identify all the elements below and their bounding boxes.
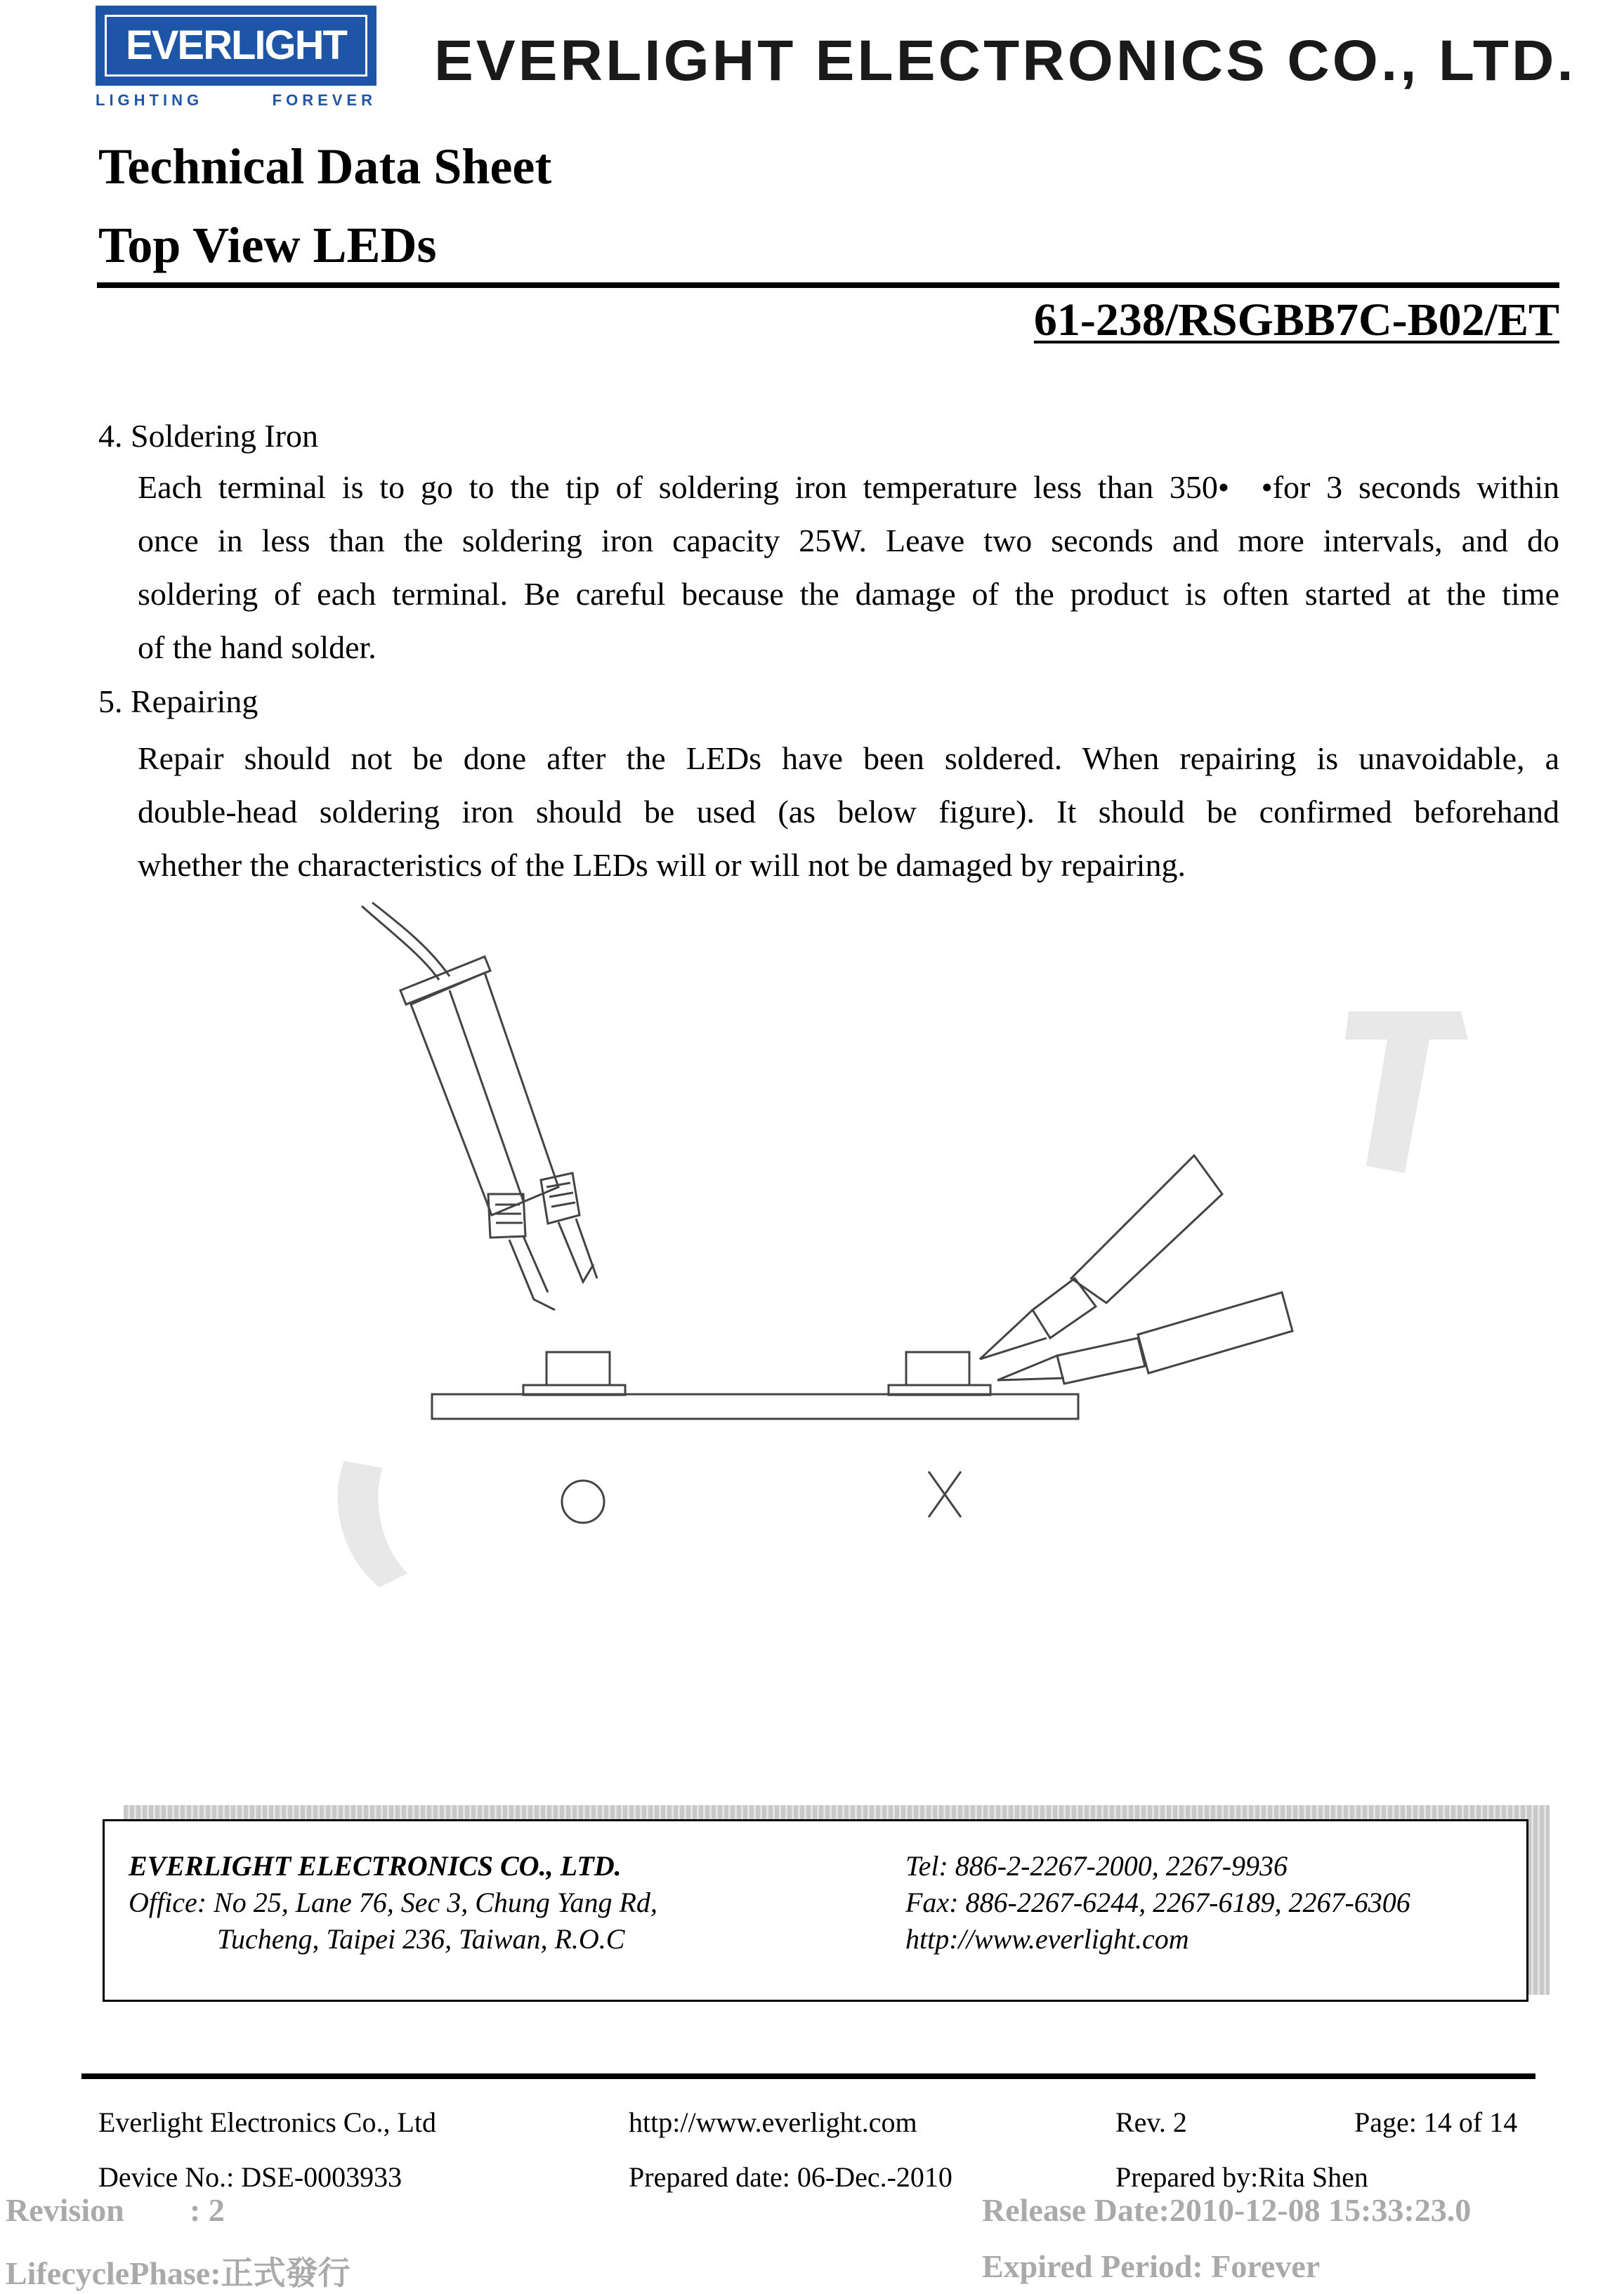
page-footer-rev: Rev. 2 — [1115, 2106, 1187, 2138]
logo-tagline-right: FOREVER — [272, 91, 376, 109]
ng-cross-icon — [929, 1472, 961, 1517]
footer-web: http://www.everlight.com — [905, 1923, 1189, 1955]
document-title: Technical Data Sheet — [98, 138, 552, 195]
single-iron-lower — [997, 1292, 1292, 1384]
paragraph-line: whether the characteristics of the LEDs will or will not be damaged by repairing. — [138, 847, 1186, 883]
document-subtitle: Top View LEDs — [98, 217, 437, 273]
paragraph-line: Each terminal is to go to the tip of soldering iron temperature less than 350• •for 3 seconds within — [138, 469, 1559, 505]
stamp-release-date: Release Date:2010-12-08 15:33:23.0 — [982, 2192, 1472, 2228]
paragraph-line: once in less than the soldering iron capacity 25W. Leave two seconds and more intervals, and do — [138, 523, 1559, 558]
footer-office-line2: Tucheng, Taipei 236, Taiwan, R.O.C — [217, 1923, 625, 1955]
page-footer-url: http://www.everlight.com — [629, 2106, 917, 2138]
company-title: EVERLIGHT ELECTRONICS CO., LTD. — [434, 29, 1576, 93]
watermark-logo — [338, 1011, 1468, 1587]
stamp-lifecycle-phase: LifecyclePhase:正式發行 — [6, 2255, 351, 2291]
paragraph-line: double-head soldering iron should be used (as below figure). It should be confirmed beforehand — [138, 794, 1559, 830]
footer-office-line1: Office: No 25, Lane 76, Sec 3, Chung Yang Rd, — [129, 1887, 657, 1918]
page-footer-device-no: Device No.: DSE-0003933 — [98, 2161, 402, 2193]
paragraph-line: of the hand solder. — [138, 629, 376, 665]
double-head-iron-illustration — [362, 903, 597, 1310]
ok-circle-icon — [562, 1481, 604, 1523]
stamp-revision-label: Revision — [6, 2192, 124, 2228]
page-footer-prepared-date: Prepared date: 06-Dec.-2010 — [629, 2161, 952, 2193]
paragraph-line: Repair should not be done after the LEDs have been soldered. When repairing is unavoidable, a — [138, 740, 1559, 776]
page-footer-prepared-by: Prepared by:Rita Shen — [1115, 2161, 1368, 2193]
page-footer-company: Everlight Electronics Co., Ltd — [98, 2106, 436, 2138]
paragraph-line: soldering of each terminal. Be careful because the damage of the product is often started at the time — [138, 576, 1559, 612]
part-number: 61-238/RSGBB7C-B02/ET — [1033, 294, 1559, 346]
footer-company: EVERLIGHT ELECTRONICS CO., LTD. — [129, 1850, 622, 1882]
section-heading-soldering-iron: 4. Soldering Iron — [98, 418, 319, 454]
page-footer-page-number: Page: 14 of 14 — [1354, 2106, 1518, 2138]
footer-fax: Fax: 886-2267-6244, 2267-6189, 2267-6306 — [905, 1887, 1410, 1918]
single-iron-upper — [980, 1155, 1222, 1359]
footer-tel: Tel: 886-2-2267-2000, 2267-9936 — [905, 1850, 1288, 1882]
section-heading-repairing: 5. Repairing — [98, 683, 258, 719]
pcb-with-leds — [432, 1352, 1078, 1419]
footer-divider — [81, 2073, 1535, 2079]
stamp-expired-period: Expired Period: Forever — [982, 2248, 1321, 2284]
logo-tagline-left: LIGHTING — [96, 91, 204, 109]
contact-box — [103, 1819, 1528, 2002]
ok-ng-marks — [562, 1472, 961, 1523]
stamp-revision-value: : 2 — [190, 2192, 225, 2228]
logo-text: EVERLIGHT — [126, 22, 346, 68]
